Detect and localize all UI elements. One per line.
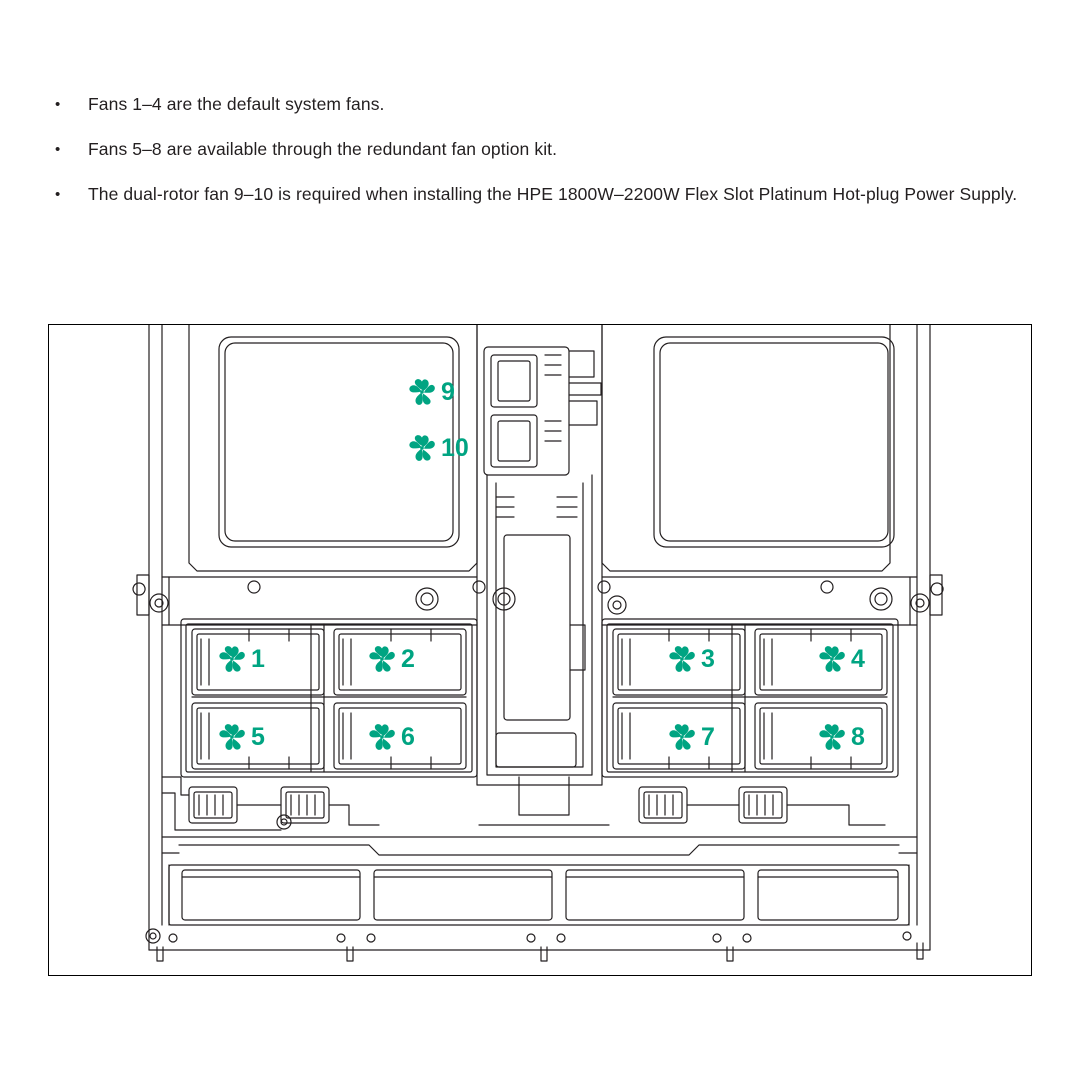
note-text: Fans 1–4 are the default system fans. [88, 94, 385, 114]
callout-number: 9 [441, 377, 455, 406]
chassis-line-art [49, 325, 1030, 974]
list-item [55, 182, 1035, 207]
note-text: The dual-rotor fan 9–10 is required when installing the HPE 1800W–2200W Flex Slot Platinum Hot-plug Power Supply. [88, 184, 1018, 204]
fan-icon [367, 644, 397, 674]
callout-number: 4 [851, 644, 865, 673]
bullet-marker: • [55, 186, 61, 203]
callout-fan-9 [407, 377, 455, 407]
callout-number: 6 [401, 722, 415, 751]
fan-icon [407, 433, 437, 463]
bullet-marker: • [55, 141, 61, 158]
callout-number: 7 [701, 722, 715, 751]
fan-icon [817, 644, 847, 674]
list-item [55, 137, 1035, 162]
fan-icon [817, 722, 847, 752]
fan-icon [217, 722, 247, 752]
callout-number: 10 [441, 433, 469, 462]
fan-icon [407, 377, 437, 407]
callout-number: 2 [401, 644, 415, 673]
callout-fan-7 [667, 722, 715, 752]
bullet-marker: • [55, 96, 61, 113]
callout-number: 1 [251, 644, 265, 673]
callout-fan-2 [367, 644, 415, 674]
fan-icon [667, 722, 697, 752]
server-chassis-diagram [48, 324, 1032, 976]
list-item [55, 92, 1035, 117]
callout-fan-5 [217, 722, 265, 752]
callout-number: 5 [251, 722, 265, 751]
callout-number: 3 [701, 644, 715, 673]
callout-fan-3 [667, 644, 715, 674]
fan-icon [217, 644, 247, 674]
callout-fan-4 [817, 644, 865, 674]
notes-list [55, 92, 1035, 227]
note-text: Fans 5–8 are available through the redundant fan option kit. [88, 139, 558, 159]
callout-number: 8 [851, 722, 865, 751]
callout-fan-1 [217, 644, 265, 674]
callout-fan-8 [817, 722, 865, 752]
callout-fan-6 [367, 722, 415, 752]
fan-icon [367, 722, 397, 752]
callout-fan-10 [407, 433, 469, 463]
fan-icon [667, 644, 697, 674]
